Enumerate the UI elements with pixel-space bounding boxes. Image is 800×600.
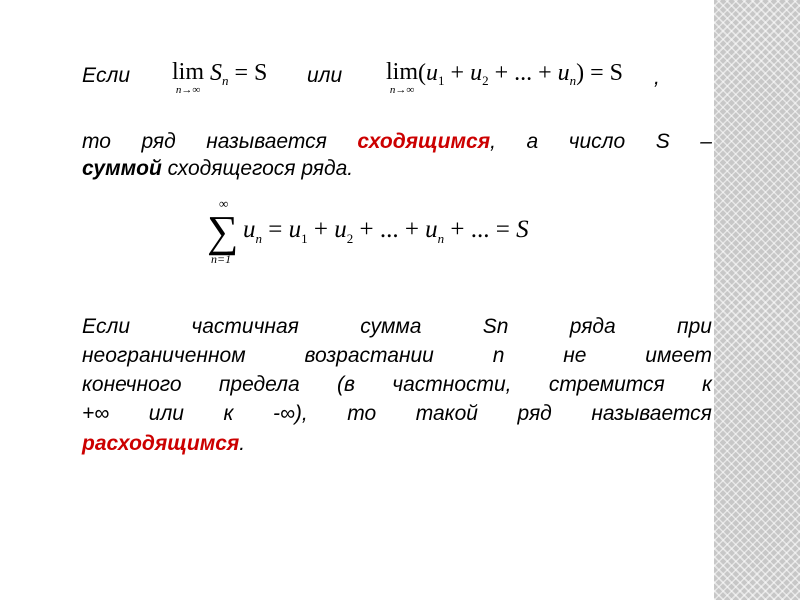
term-sum: суммой xyxy=(82,157,162,180)
sum-expression: $u_n = u_1 + u_2$ + ... + $u_n$ + ... = S xyxy=(243,216,529,246)
limit-formula-2: lim n→∞ ($u_1 + u_2$ + ... + $u_n) = S$ xyxy=(386,59,624,96)
word-if: Если xyxy=(82,64,131,87)
limit-formula-1: lim n→∞ $S_n = S$ xyxy=(172,59,268,96)
paragraph-2-line-1: Если частичная сумма Sn ряда при xyxy=(82,315,712,338)
lim-operator: lim xyxy=(386,59,419,85)
paragraph-1-line-2: суммой сходящегося ряда. xyxy=(82,157,354,180)
paragraph-1-line-1: то ряд называется сходящимся, а число S – xyxy=(82,130,712,153)
equals-s: = S xyxy=(234,60,268,86)
sum-upper-limit: ∞ xyxy=(219,196,229,211)
paragraph-2-line-5: расходящимся. xyxy=(82,432,246,455)
lim-subscript: n→∞ xyxy=(175,84,201,96)
sum-lower-limit: n=1 xyxy=(211,252,232,266)
paragraph-2-line-4: +∞ или к -∞), то такой ряд называется xyxy=(82,402,712,425)
word-or: или xyxy=(307,64,343,87)
paragraph-2-line-3: конечного предела (в частности, стремится к xyxy=(82,373,712,396)
term-divergent: расходящимся xyxy=(82,432,240,455)
decorative-side-band xyxy=(714,0,800,600)
comma: , xyxy=(654,66,660,89)
paragraph-2-line-2: неограниченном возрастании n не имеет xyxy=(82,344,712,367)
lim-operator: lim xyxy=(172,59,205,85)
lim-subscript: n→∞ xyxy=(389,84,415,96)
term-convergent: сходящимся xyxy=(357,130,491,153)
sigma-symbol: ∑ xyxy=(207,207,239,256)
var-s: S xyxy=(210,60,223,86)
